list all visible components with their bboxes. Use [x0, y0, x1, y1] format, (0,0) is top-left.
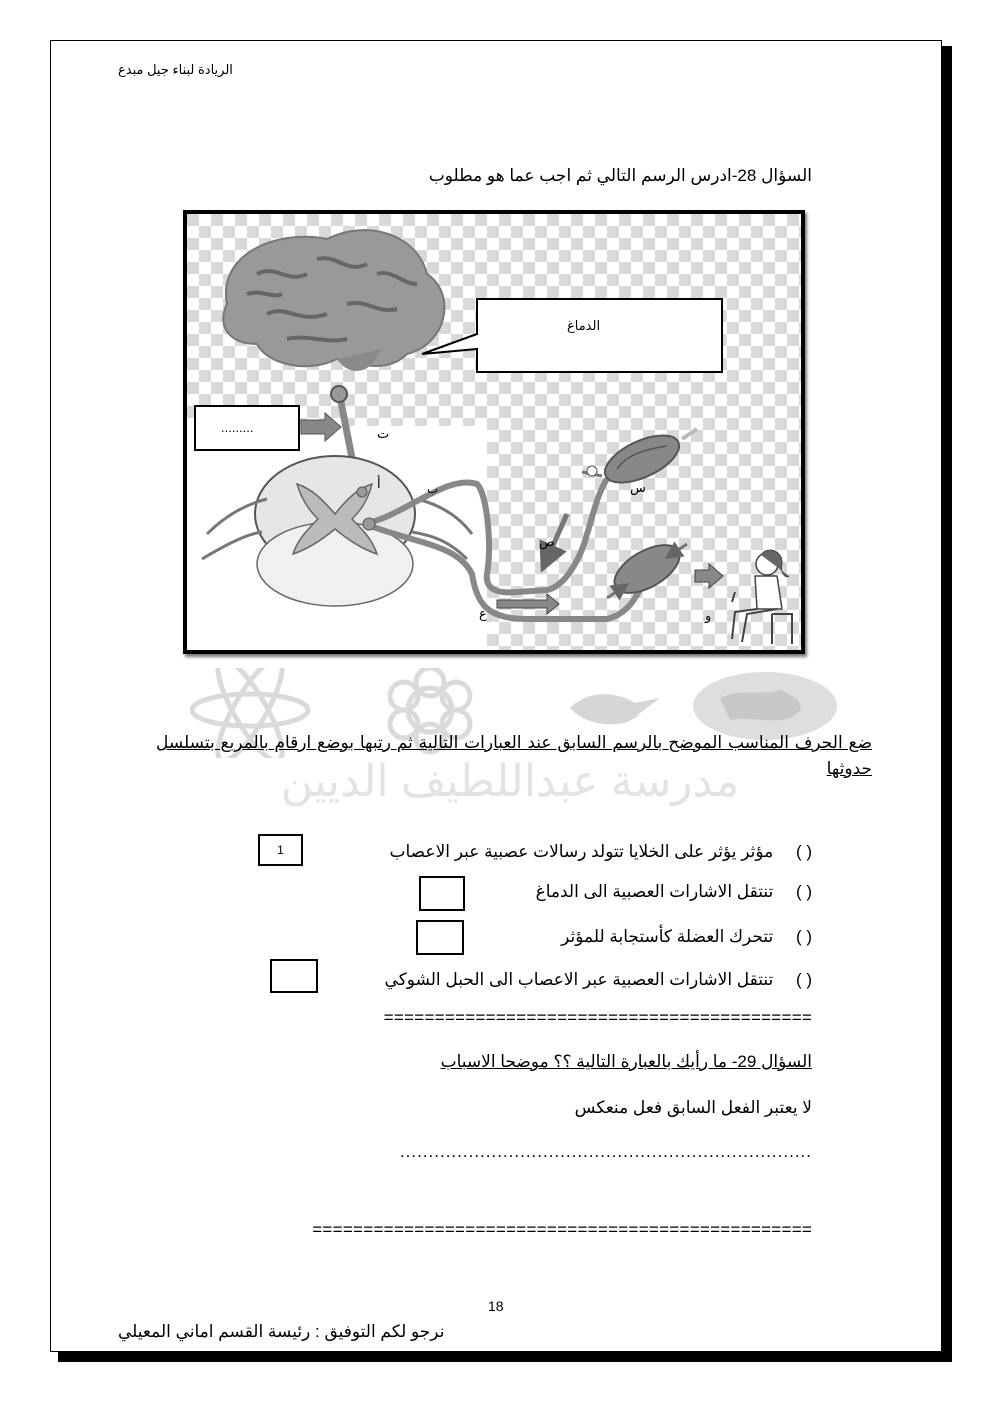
- page-border-shadow-bottom: [58, 1352, 952, 1362]
- order-box-4[interactable]: [270, 959, 318, 993]
- label-w: و: [705, 608, 712, 623]
- item-text: تنتقل الاشارات العصبية الى الدماغ: [535, 882, 774, 901]
- label-ss: ص: [539, 534, 555, 549]
- item-text: مؤثر يؤثر على الخلايا تتولد رسالات عصبية عبر الاعصاب: [389, 842, 774, 861]
- instructions: ضع الحرف المناسب الموضح بالرسم السابق عند العبارات التالية ثم رتبها بوضع ارقام بالمربع بتسلسل حدوثها: [156, 733, 872, 778]
- page-border-shadow-right: [942, 46, 952, 1362]
- page-number: 18: [488, 1298, 504, 1314]
- question-28-title: السؤال 28-ادرس الرسم التالي ثم اجب عما هو مطلوب: [428, 166, 812, 185]
- item-text: تتحرك العضلة كأستجابة للمؤثر: [561, 927, 774, 946]
- list-item: [561, 927, 812, 947]
- item-parentheses[interactable]: ( ): [795, 842, 812, 861]
- item-parentheses[interactable]: ( ): [795, 927, 812, 946]
- label-s: س: [630, 480, 646, 495]
- reflex-arc-diagram: [183, 210, 805, 654]
- brain-callout-label: الدماغ: [567, 318, 601, 333]
- label-ain: ع: [479, 606, 487, 621]
- header-title: الريادة لبناء جيل مبدع: [118, 62, 233, 77]
- label-b: ب: [427, 482, 439, 496]
- answer-line[interactable]: ........................................................................: [399, 1142, 812, 1161]
- order-box-1[interactable]: 1: [258, 834, 303, 866]
- label-a: أ: [377, 476, 381, 491]
- item-parentheses[interactable]: ( ): [795, 882, 812, 901]
- separator-line: =================================================: [312, 1222, 812, 1241]
- order-box-3[interactable]: [416, 920, 464, 955]
- separator-line: ==========================================: [383, 1010, 812, 1029]
- watermark-school-name: مدرسة عبداللطيف الديين: [280, 758, 740, 806]
- list-item: [385, 970, 812, 990]
- item-text: تنتقل الاشارات العصبية عبر الاعصاب الى الحبل الشوكي: [384, 970, 774, 989]
- item-parentheses[interactable]: ( ): [795, 970, 812, 989]
- list-item: [390, 842, 813, 862]
- question-29-statement: لا يعتبر الفعل السابق فعل منعكس: [574, 1098, 812, 1117]
- order-box-2[interactable]: [419, 876, 465, 911]
- question-29-title: السؤال 29- ما رأيك بالعبارة التالية ؟؟ موضحا الاسباب: [440, 1052, 812, 1071]
- list-item: [536, 882, 812, 902]
- label-t: ت: [377, 426, 390, 441]
- blank-label-text: .........: [221, 420, 254, 435]
- footer-text: نرجو لكم التوفيق : رئيسة القسم اماني المعيلي: [118, 1322, 445, 1341]
